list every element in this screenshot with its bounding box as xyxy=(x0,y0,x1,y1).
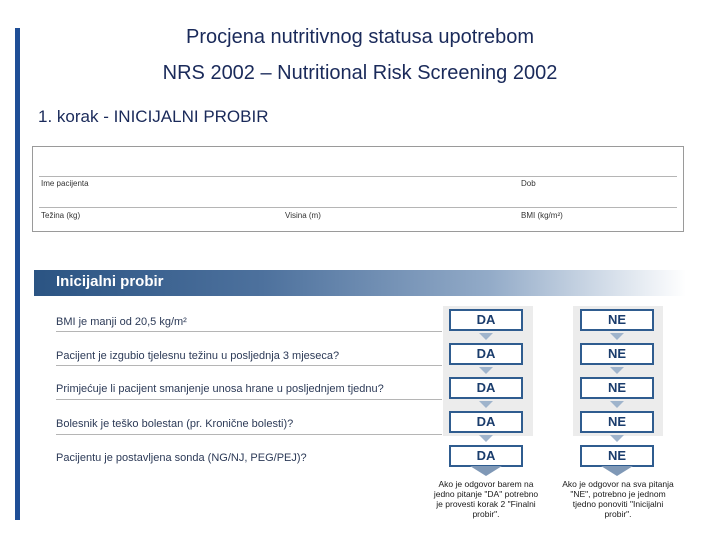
answer-no-button-5[interactable]: NE xyxy=(580,445,654,467)
arrow-down-icon xyxy=(479,435,493,442)
question-3: Primjećuje li pacijent smanjenje unosa hrane u posljednjem tjednu? xyxy=(56,383,384,395)
answer-no-button-4[interactable]: NE xyxy=(580,411,654,433)
arrow-down-icon xyxy=(610,367,624,374)
question-4-line xyxy=(56,434,442,435)
age-label: Dob xyxy=(521,179,536,188)
arrow-down-icon xyxy=(610,401,624,408)
answer-yes-button-5[interactable]: DA xyxy=(449,445,523,467)
answer-no-button-2[interactable]: NE xyxy=(580,343,654,365)
no-instruction-note: Ako je odgovor na sva pitanja "NE", potrebno je jednom tjedno ponoviti "Inicijalni probir". xyxy=(562,479,674,519)
answer-yes-button-4[interactable]: DA xyxy=(449,411,523,433)
section-title: Inicijalni probir xyxy=(56,273,164,290)
question-1: BMI je manji od 20,5 kg/m² xyxy=(56,316,187,328)
arrow-down-icon xyxy=(479,401,493,408)
yes-instruction-note: Ako je odgovor barem na jedno pitanje "DA" potrebno je provesti korak 2 "Finalni probir". xyxy=(433,479,539,519)
section-header-bar xyxy=(34,270,686,296)
page-title: Procjena nutritivnog statusa upotrebom xyxy=(186,26,534,48)
question-4: Bolesnik je teško bolestan (pr. Kronične bolesti)? xyxy=(56,418,294,430)
arrow-down-icon xyxy=(470,466,502,476)
question-3-line xyxy=(56,399,442,400)
question-5: Pacijentu je postavljena sonda (NG/NJ, PEG/PEJ)? xyxy=(56,452,307,464)
arrow-down-icon xyxy=(479,367,493,374)
height-label: Visina (m) xyxy=(285,211,321,220)
answer-yes-button-2[interactable]: DA xyxy=(449,343,523,365)
arrow-down-icon xyxy=(610,435,624,442)
name-line xyxy=(39,176,677,177)
answer-yes-button-1[interactable]: DA xyxy=(449,309,523,331)
arrow-down-icon xyxy=(479,333,493,340)
bmi-label: BMI (kg/m²) xyxy=(521,211,563,220)
page-subtitle: NRS 2002 – Nutritional Risk Screening 2002 xyxy=(162,62,558,84)
patient-info-form xyxy=(32,146,684,232)
left-accent-rule xyxy=(15,28,20,520)
question-2: Pacijent je izgubio tjelesnu težinu u posljednja 3 mjeseca? xyxy=(56,350,340,362)
answer-yes-button-3[interactable]: DA xyxy=(449,377,523,399)
arrow-down-icon xyxy=(610,333,624,340)
patient-name-label: Ime pacijenta xyxy=(41,179,89,188)
answer-no-button-3[interactable]: NE xyxy=(580,377,654,399)
weight-label: Težina (kg) xyxy=(41,211,81,220)
question-1-line xyxy=(56,331,442,332)
step-heading: 1. korak - INICIJALNI PROBIR xyxy=(38,107,269,126)
measure-line xyxy=(39,207,677,208)
answer-no-button-1[interactable]: NE xyxy=(580,309,654,331)
question-2-line xyxy=(56,365,442,366)
arrow-down-icon xyxy=(601,466,633,476)
